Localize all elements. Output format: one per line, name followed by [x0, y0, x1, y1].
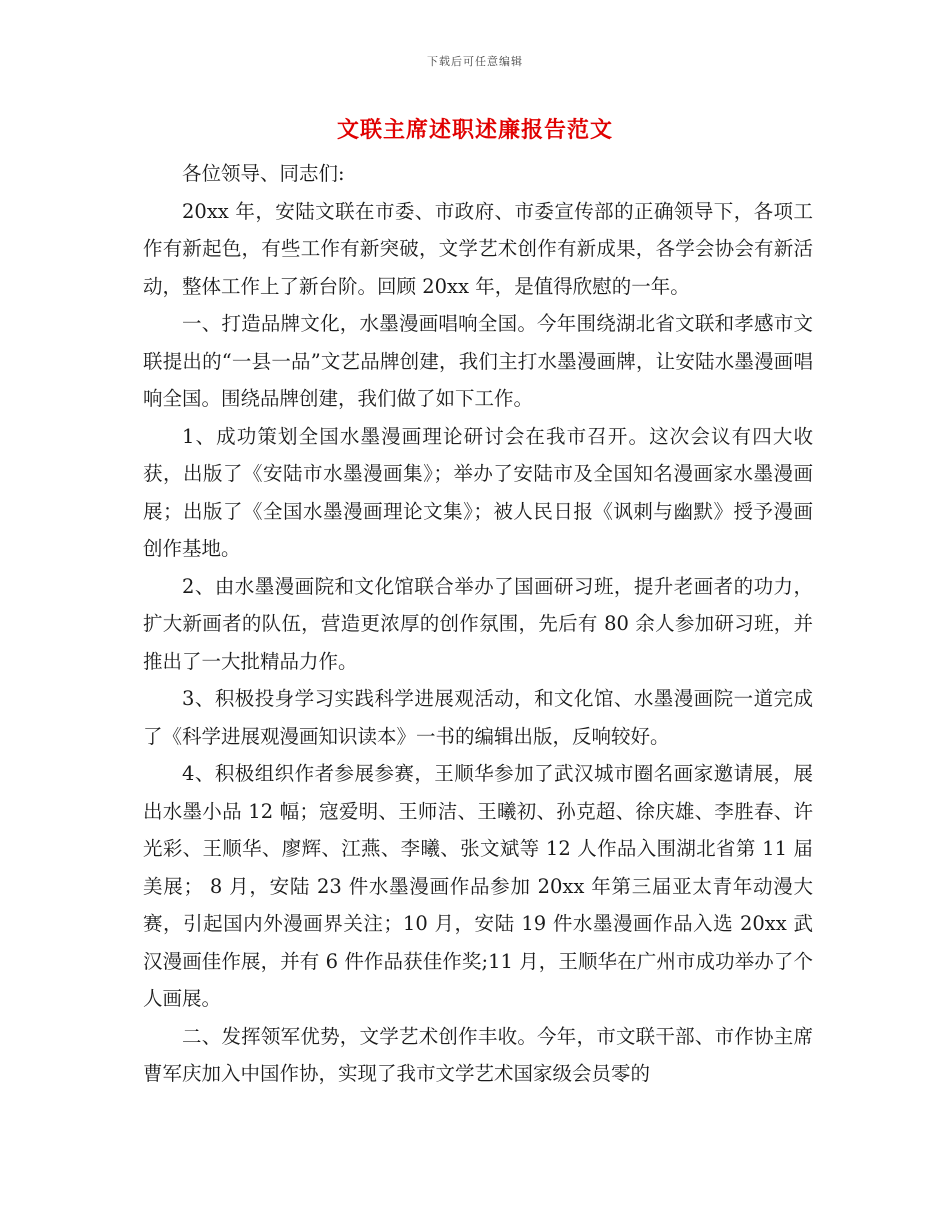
document-body — [143, 155, 813, 1093]
item-1-paragraph: 1、成功策划全国水墨漫画理论研讨会在我市召开。这次会议有四大收获，出版了《安陆市水墨漫画集》；举办了安陆市及全国知名漫画家水墨漫画展；出版了《全国水墨漫画理论文集》；被人民日报《讽刺与幽默》授予漫画创作基地。 — [143, 424, 813, 560]
document-title: 文联主席述职述廉报告范文 — [336, 117, 613, 143]
item-4-paragraph: 4、积极组织作者参展参赛，王顺华参加了武汉城市圈名画家邀请展，展出水墨小品 12 幅；寇爱明、王师洁、王曦初、孙克超、徐庆雄、李胜春、许光彩、王顺华、廖辉、江燕、李曦、张文斌等 12 人作品入围湖北省第 11 届美展； 8 月，安陆 23 件水墨漫画作品参加 20xx 年第三届亚太青年动漫大赛，引起国内外漫画界关注；10 月，安陆 19 件水墨漫画作品入选 20xx 武汉漫画佳作展，并有 6 件作品获佳作奖;11 月，王顺华在广州市成功举办了个人画展。 — [143, 762, 813, 1010]
section-two-paragraph: 二、发挥领军优势，文学艺术创作丰收。今年，市文联干部、市作协主席曹军庆加入中国作协，实现了我市文学艺术国家级会员零的 — [143, 1024, 813, 1085]
intro-paragraph: 20xx 年，安陆文联在市委、市政府、市委宣传部的正确领导下，各项工作有新起色，有些工作有新突破，文学艺术创作有新成果，各学会协会有新活动，整体工作上了新台阶。回顾 20xx 年，是值得欣慰的一年。 — [143, 199, 813, 298]
item-3-paragraph: 3、积极投身学习实践科学进展观活动，和文化馆、水墨漫画院一道完成了《科学进展观漫画知识读本》一书的编辑出版，反响较好。 — [143, 687, 813, 748]
header-note: 下载后可任意编辑 — [427, 55, 523, 68]
salutation-paragraph: 各位领导、同志们: — [182, 162, 345, 185]
item-2-paragraph: 2、由水墨漫画院和文化馆联合举办了国画研习班，提升老画者的功力，扩大新画者的队伍，营造更浓厚的创作氛围，先后有 80 余人参加研习班，并推出了一大批精品力作。 — [143, 574, 813, 673]
section-one-paragraph: 一、打造品牌文化，水墨漫画唱响全国。今年围绕湖北省文联和孝感市文联提出的“一县一品”文艺品牌创建，我们主打水墨漫画牌，让安陆水墨漫画唱响全国。围绕品牌创建，我们做了如下工作。 — [143, 312, 813, 410]
